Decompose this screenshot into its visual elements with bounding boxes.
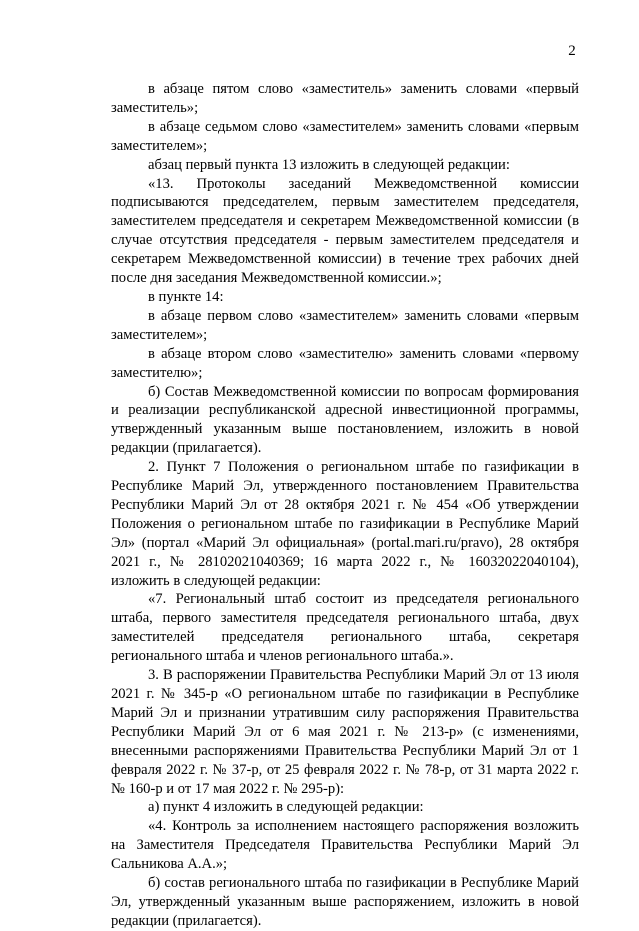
paragraph: а) пункт 4 изложить в следующей редакции: (148, 799, 424, 816)
document-body (111, 80, 579, 931)
paragraph: в абзаце первом слово «заместителем» заменить словами «первым заместителем»; (111, 307, 579, 343)
paragraph: 3. В распоряжении Правительства Республики Марий Эл от 13 июля 2021 г. № 345-р «О региональном штабе по газификации в Республике Марий Эл и признании утратившим силу распоряжения Правительства Республики Марий Эл от 6 мая 2021 г. № 213-р» (с изменениями, внесенными распоряжениями Правительства Республики Марий Эл от 1 февраля 2022 г. № 37-р, от 25 февраля 2022 г. № 78-р, от 31 марта 2022 г. № 160-р и от 17 мая 2022 г. № 295-р): (111, 667, 579, 797)
paragraph: б) Состав Межведомственной комиссии по вопросам формирования и реализации республиканской адресной инвестиционной программы, утвержденный указанным выше постановлением, изложить в новой редакции (прилагается). (111, 383, 579, 457)
paragraph: в абзаце втором слово «заместителю» заменить словами «первому заместителю»; (111, 345, 579, 381)
paragraph: в абзаце седьмом слово «заместителем» заменить словами «первым заместителем»; (111, 118, 579, 154)
paragraph: «4. Контроль за исполнением настоящего распоряжения возложить на Заместителя Председателя Правительства Республики Марий Эл Сальникова А.А.»; (111, 818, 579, 873)
page-number: 2 (568, 43, 576, 59)
paragraph: «7. Региональный штаб состоит из председателя регионального штаба, первого заместителя председателя регионального штаба, двух заместителей председателя регионального штаба, секретаря регионального штаба и членов регионального штаба.». (111, 591, 579, 665)
paragraph: абзац первый пункта 13 изложить в следующей редакции: (148, 156, 510, 173)
paragraph: «13. Протоколы заседаний Межведомственной комиссии подписываются председателем, первым заместителем председателя, заместителем председателя и секретарем Межведомственной комиссии (в случае отсутствия председателя - первым заместителем председателя и секретарем Межведомственной комиссии) в течение трех рабочих дней после дня заседания Межведомственной комиссии.»; (111, 175, 579, 287)
paragraph: в пункте 14: (148, 288, 224, 305)
paragraph: в абзаце пятом слово «заместитель» заменить словами «первый заместитель»; (111, 81, 579, 116)
paragraph: 2. Пункт 7 Положения о региональном штабе по газификации в Республике Марий Эл, утвержденного постановлением Правительства Республики Марий Эл от 28 октября 2021 г. № 454 «Об утверждении Положения о региональном штабе по газификации в Республике Марий Эл» (портал «Марий Эл официальная» (portal.mari.ru/pravo), 28 октября 2021 г., № 28102021040369; 16 марта 2022 г., № 16032022040104), изложить в следующей редакции: (111, 459, 579, 589)
paragraph: б) состав регионального штаба по газификации в Республике Марий Эл, утвержденный указанным выше распоряжением, изложить в новой редакции (прилагается). (111, 875, 579, 929)
